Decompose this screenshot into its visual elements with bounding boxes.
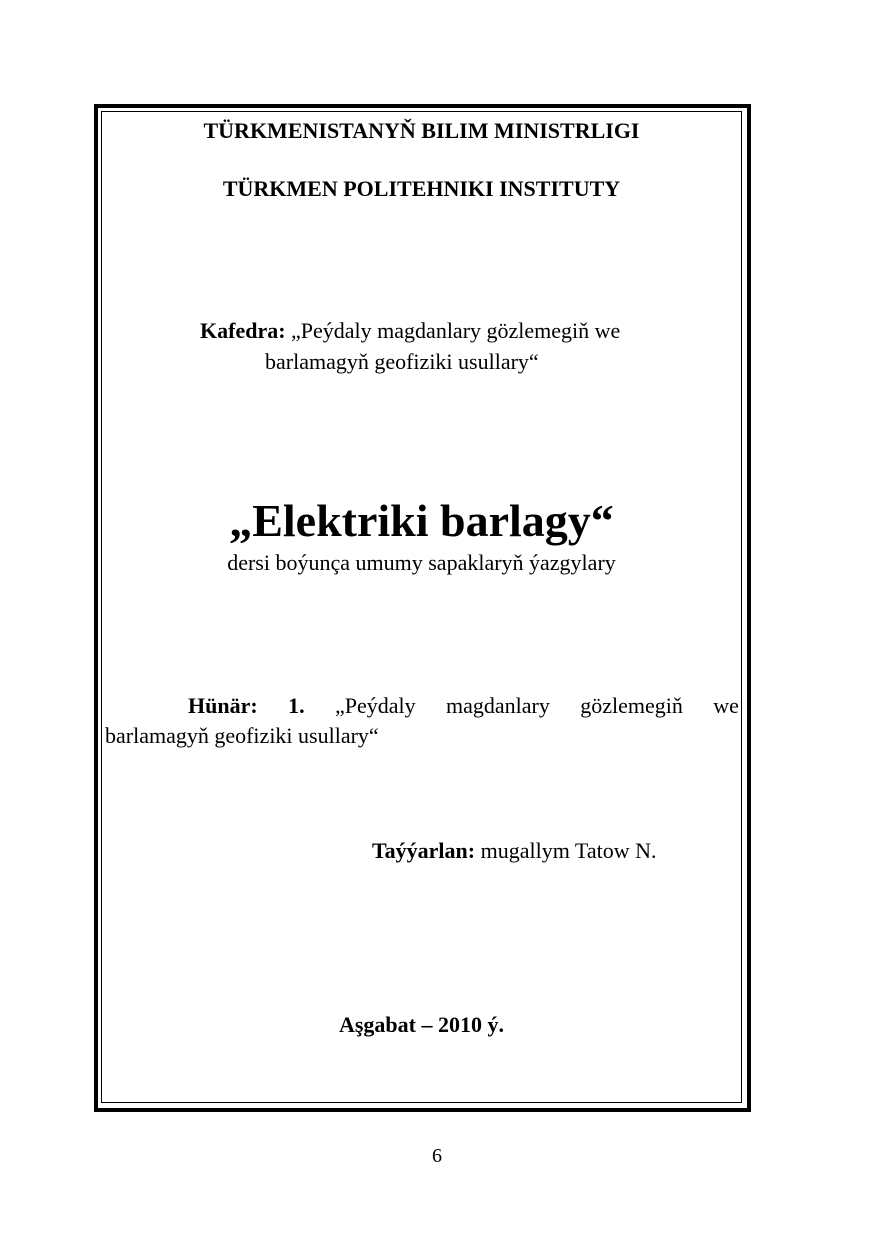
kafedra-text-1: „Peýdaly magdanlary gözlemegiň we: [285, 318, 621, 343]
kafedra-label: Kafedra:: [200, 318, 286, 343]
hunar-line-2: barlamagyň geofiziki usullary“: [105, 723, 379, 748]
hunar-word: „Peýdaly: [334, 693, 416, 718]
prepared-label: Taýýarlan:: [372, 838, 476, 863]
hunar-label: Hünär:: [188, 693, 258, 718]
document-subtitle: dersi boýunça umumy sapaklaryň ýazgylary: [227, 550, 616, 575]
hunar-word: gözlemegiň: [580, 693, 683, 718]
hunar-line-1: [105, 693, 739, 719]
city-year: Aşgabat – 2010 ý.: [338, 1012, 504, 1037]
document-title: „Elektriki barlagy“: [229, 495, 614, 546]
inner-border: [101, 111, 742, 1103]
prepared-by: [372, 838, 656, 864]
kafedra-line-2: barlamagyň geofiziki usullary“: [265, 349, 539, 374]
hunar-number: 1.: [288, 693, 305, 718]
ministry-heading: TÜRKMENISTANYŇ BILIM MINISTRLIGI: [203, 118, 640, 143]
hunar-word: magdanlary: [446, 693, 550, 718]
hunar-word: we: [713, 693, 739, 718]
institute-heading: TÜRKMEN POLITEHNIKI INSTITUTY: [222, 176, 621, 201]
kafedra-line-1: [200, 318, 620, 344]
prepared-value: mugallym Tatow N.: [475, 838, 657, 863]
page-number: 6: [432, 1145, 442, 1167]
